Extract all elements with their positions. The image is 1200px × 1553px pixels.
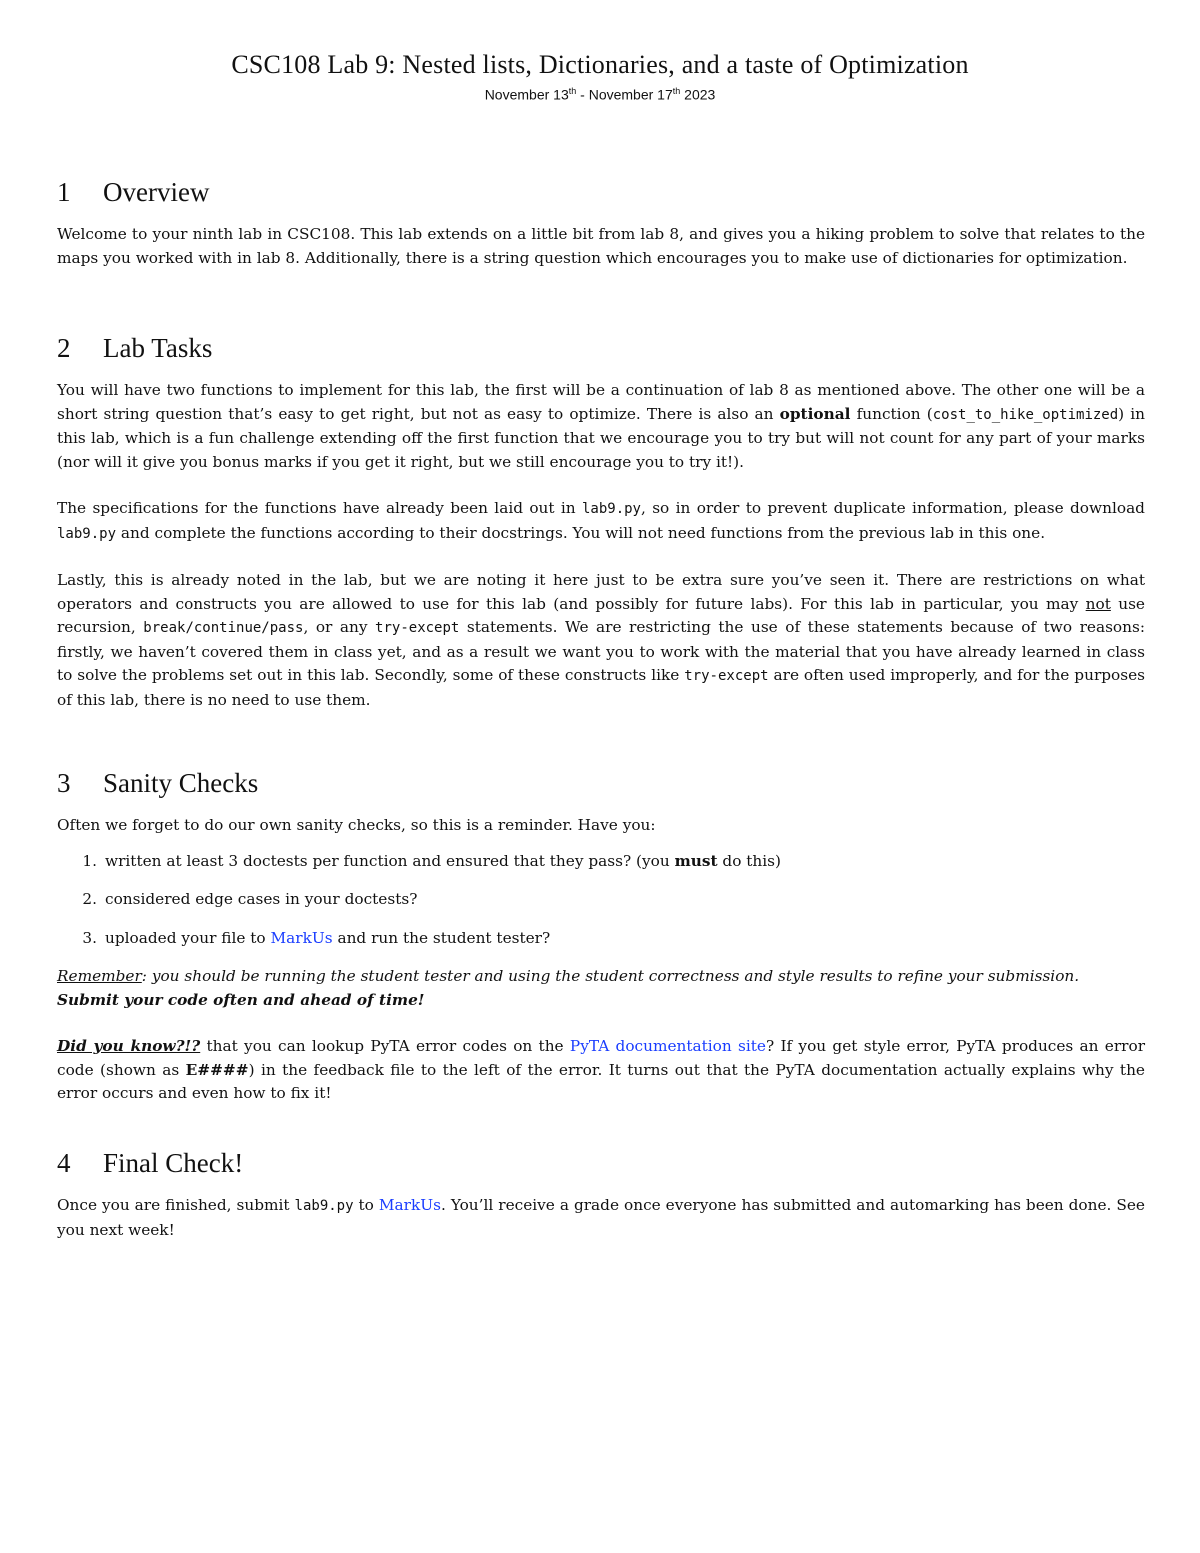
optional-emphasis: optional	[779, 404, 851, 423]
did-you-know-paragraph	[57, 1035, 1145, 1106]
lab-tasks-paragraph-1	[57, 379, 1145, 474]
text-run: Lastly, this is already noted in the lab, but we are noting it here just to be extra sure you’ve seen it. There are restrictions on what operators and constructs you are allowed to use for this lab (and possibly for future labs). For this lab in particular, you may	[57, 571, 1145, 613]
text-run: are often used improperly, and for the purposes of this lab, there is no need to use them.	[57, 666, 1146, 709]
remember-label: Remember	[57, 967, 142, 985]
final-paragraph	[57, 1194, 1145, 1242]
inline-code: break/continue/pass	[143, 620, 304, 636]
list-number: 3.	[82, 928, 97, 947]
list-text: considered edge cases in your doctests?	[105, 890, 418, 908]
date-end-sup: th	[672, 86, 681, 96]
lab-tasks-paragraph-3	[57, 569, 1145, 712]
text-run: You will have two functions to implement for this lab, the first will be a continuation of lab 8 as mentioned above. The other one will be a short string question that’s easy to get right, but not as easy to optimize. There is also an	[57, 381, 1145, 423]
inline-code: lab9.py	[57, 525, 117, 542]
remember-paragraph	[57, 965, 1145, 1012]
pyta-docs-link[interactable]: PyTA documentation site	[569, 1037, 766, 1055]
section-number: 1	[57, 177, 71, 207]
section-heading	[57, 1147, 1145, 1179]
text-run: statements. We are restricting the use of these statements because of two reasons: firstly, we haven’t covered them in class yet, and as a result we want you to work with the material that you have already learned in class to solve the problems set out in this lab. Secondly, some of these constructs like	[57, 618, 1145, 684]
date-end: November 17	[588, 86, 673, 103]
remember-text: : you should be running the student tester and using the student correctness and style results to refine your submission.	[141, 967, 1080, 985]
text-run: use recursion,	[57, 594, 1145, 636]
text-run: do this)	[717, 851, 781, 870]
list-item	[57, 888, 1145, 912]
text-run: to	[353, 1196, 379, 1214]
markus-link[interactable]: MarkUs	[270, 928, 333, 947]
inline-code: cost_to_hike_optimized	[932, 406, 1119, 423]
section-title: Sanity Checks	[103, 768, 259, 798]
error-code: E####	[185, 1060, 249, 1079]
date-range	[0, 86, 1200, 103]
list-number: 1.	[82, 851, 97, 870]
section-number: 4	[57, 1148, 71, 1178]
checklist	[57, 850, 1145, 951]
date-start-sup: th	[568, 86, 577, 96]
submit-reminder: Submit your code often and ahead of time!	[57, 990, 425, 1009]
text-run: , so in order to prevent duplicate information, please download	[641, 499, 1145, 517]
did-you-know-label: Did you know?!?	[57, 1037, 201, 1055]
section-overview	[57, 176, 1145, 270]
list-item	[57, 850, 1145, 874]
text-run: The specifications for the functions have already been laid out in	[57, 499, 582, 517]
date-separator: -	[576, 86, 589, 103]
section-final-check	[57, 1147, 1145, 1242]
date-start: November 13	[484, 86, 569, 103]
inline-code: lab9.py	[581, 501, 641, 517]
list-text	[105, 927, 550, 951]
sanity-intro: Often we forget to do our own sanity checks, so this is a reminder. Have you:	[57, 816, 656, 834]
text-run: . You’ll receive a grade once everyone has submitted and automarking has been done. See you next week!	[57, 1196, 1145, 1239]
inline-code: try-except	[684, 668, 769, 684]
text-run: Once you are finished, submit	[57, 1196, 295, 1214]
text-run: ) in this lab, which is a fun challenge extending off the first function that we encourage you to try but will not count for any part of your marks (nor will it give you bonus marks if you get it right, but we still encourage you to try it!).	[57, 404, 1146, 471]
markus-link[interactable]: MarkUs	[378, 1196, 441, 1214]
text-run: uploaded your file to	[105, 928, 271, 947]
text-run: written at least 3 doctests per function and ensured that they pass? (you	[105, 851, 675, 870]
section-title: Lab Tasks	[103, 333, 213, 363]
text-run: function (	[850, 404, 933, 423]
overview-paragraph: Welcome to your ninth lab in CSC108. This lab extends on a little bit from lab 8, and gives you a hiking problem to solve that relates to the maps you worked with in lab 8. Additionally, there is a string question which encourages you to make use of dictionaries for optimization.	[57, 225, 1145, 267]
list-item	[57, 927, 1145, 951]
section-sanity-checks	[57, 767, 1145, 1106]
date-year: 2023	[680, 86, 716, 103]
section-number: 3	[57, 768, 71, 798]
inline-code: lab9.py	[294, 1198, 354, 1214]
section-number: 2	[57, 333, 71, 363]
text-run: , or any	[303, 618, 376, 636]
text-run: and complete the functions according to their docstrings. You will not need functions from the previous lab in this one.	[116, 523, 1046, 542]
text-run: that you can lookup PyTA error codes on the	[200, 1037, 570, 1055]
not-emphasis: not	[1085, 594, 1111, 613]
lab-tasks-paragraph-2	[57, 497, 1145, 546]
text-run: ? If you get style error, PyTA produces an error code (shown as	[57, 1037, 1146, 1079]
section-heading	[57, 767, 1145, 799]
section-title: Overview	[103, 177, 210, 207]
list-text	[105, 850, 781, 874]
must-emphasis: must	[674, 851, 718, 870]
page-title: CSC108 Lab 9: Nested lists, Dictionaries, and a taste of Optimization	[231, 50, 969, 79]
section-heading	[57, 176, 1145, 208]
section-heading	[57, 332, 1145, 364]
section-title: Final Check!	[103, 1148, 244, 1178]
text-run: ) in the feedback file to the left of the error. It turns out that the PyTA documentation actually explains why the error occurs and even how to fix it!	[57, 1060, 1145, 1102]
text-run: and run the student tester?	[332, 928, 551, 947]
list-number: 2.	[82, 890, 97, 908]
section-lab-tasks	[57, 332, 1145, 712]
inline-code: try-except	[375, 620, 460, 636]
